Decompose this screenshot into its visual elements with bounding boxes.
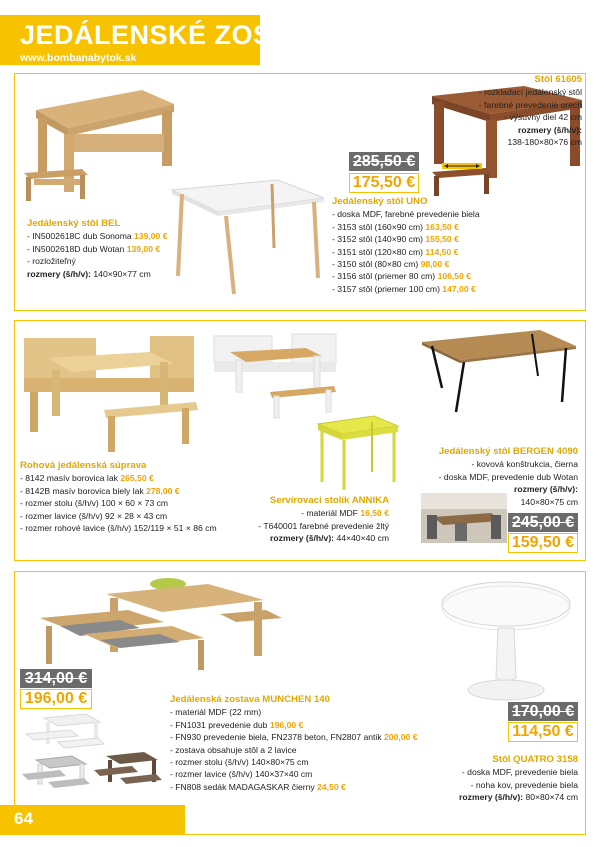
munchen-line: - FN808 sedák MADAGASKAR čierny 24,50 € — [170, 781, 346, 792]
munchen-line: - FN930 prevedenie biela, FN2378 beton, FN2807 antik 200,00 € — [170, 732, 418, 743]
stol61605-old-price: 285,50 € — [349, 152, 419, 171]
munchen-old-price: 314,00 € — [20, 669, 92, 688]
annika-line: - T640001 farebné prevedenie žltý — [258, 520, 389, 531]
rohova-info — [20, 460, 217, 534]
quatro-line: - noha kov, prevedenie biela — [470, 779, 578, 790]
stol61605-new-price: 175,50 € — [349, 173, 419, 193]
page-title: JEDÁLENSKÉ ZOSTAVY — [20, 20, 342, 50]
munchen-new-price: 196,00 € — [20, 689, 92, 709]
uno-item: - 3153 stôl (160×90 cm) 163,50 € — [332, 221, 459, 232]
annika-material: - materiál MDF 16,50 € — [301, 508, 389, 519]
bel-note: - rozložiteľný — [27, 256, 76, 267]
munchen-line: - materiál MDF (22 mm) — [170, 707, 262, 718]
bel-table-extended-image — [22, 165, 90, 205]
munchen-info — [170, 694, 417, 793]
munchen-antik-image — [92, 750, 162, 790]
rohova-title: Rohová jedálenská súprava — [20, 460, 147, 471]
uno-table-image — [168, 178, 328, 298]
stol61605-feature: - farebné prevedenie orech — [478, 99, 582, 110]
rohova-line: - rozmer lavice (š/h/v) 92 × 28 × 43 cm — [20, 510, 168, 521]
stol61605-dims-label: rozmery (š/h/v): — [518, 124, 582, 135]
quatro-line: - doska MDF, prevedenie biela — [461, 767, 578, 778]
bergen-info — [439, 446, 578, 508]
stol61605-title: Stôl 61605 — [534, 74, 582, 85]
uno-item: - 3157 stôl (priemer 100 cm) 147,00 € — [332, 283, 476, 294]
bergen-new-price: 159,50 € — [508, 533, 578, 553]
bel-item: - IN5002618C dub Sonoma 139,00 € — [27, 231, 168, 242]
annika-title: Servírovací stolík ANNIKA — [269, 495, 389, 506]
bergen-table-image — [420, 326, 580, 416]
quatro-title: Stôl QUATRO 3158 — [492, 754, 578, 765]
quatro-info — [459, 754, 578, 804]
quatro-new-price: 114,50 € — [508, 722, 578, 742]
bergen-line: - kovová konštrukcia, čierna — [471, 459, 578, 470]
bel-info — [27, 218, 167, 280]
bergen-dims-value: 140×80×75 cm — [520, 496, 578, 507]
rohova-item: - 8142 masív borovica lak 265,50 € — [20, 473, 154, 484]
uno-intro: - doska MDF, farebné prevedenie biela — [332, 209, 480, 220]
annika-info — [258, 495, 389, 545]
munchen-beton-image — [20, 756, 90, 794]
munchen-line: - zostava obsahuje stôl a 2 lavice — [170, 744, 297, 755]
rohova-white-set-image — [210, 330, 340, 422]
rohova-set-image — [20, 330, 200, 460]
bel-item-price: 139,00 € — [126, 243, 161, 254]
munchen-line: - rozmer lavice (š/h/v) 140×37×40 cm — [170, 769, 313, 780]
rohova-line: - rozmer rohové lavice (š/h/v) 152/119 × 51 × 86 cm — [20, 523, 217, 534]
uno-title: Jedálenský stôl UNO — [332, 196, 428, 207]
bergen-dims-label: rozmery (š/h/v): — [514, 484, 578, 495]
quatro-table-image — [436, 578, 576, 708]
rohova-line: - rozmer stolu (š/h/v) 100 × 60 × 73 cm — [20, 498, 169, 509]
stol61605-feature: - výsuvný diel 42 cm — [504, 112, 582, 123]
quatro-dims: rozmery (š/h/v): 80×80×74 cm — [459, 792, 578, 803]
page-number: 64 — [14, 809, 33, 828]
munchen-title: Jedálenská zostava MUNCHEN 140 — [170, 694, 330, 705]
quatro-old-price: 170,00 € — [508, 702, 578, 721]
bergen-title: Jedálenský stôl BERGEN 4090 — [438, 446, 578, 457]
bergen-line: - doska MDF, prevedenie dub Wotan — [438, 471, 578, 482]
munchen-line: - FN1031 prevedenie dub 196,00 € — [170, 719, 304, 730]
stol61605-dims-value: 138-180×80×76 cm — [507, 137, 582, 148]
stol61605-info — [479, 74, 582, 148]
stol61605-extended-image — [430, 162, 494, 198]
munchen-line: - rozmer stolu (š/h/v) 140×80×75 cm — [170, 757, 309, 768]
bel-dims: rozmery (š/h/v): 140×90×77 cm — [27, 268, 151, 279]
bel-item: - IN5002618D dub Wotan 139,00 € — [27, 243, 161, 254]
bel-title: Jedálenský stôl BEL — [27, 218, 121, 229]
annika-table-image — [312, 412, 402, 492]
annika-dims: rozmery (š/h/v): 44×40×40 cm — [270, 533, 389, 544]
stol61605-feature: - rozkladací jedálenský stôl — [478, 87, 582, 98]
uno-item: - 3156 stôl (priemer 80 cm) 106,50 € — [332, 271, 472, 282]
uno-item: - 3151 stôl (120×80 cm) 114,50 € — [332, 246, 459, 257]
uno-info — [332, 196, 480, 295]
website-link[interactable]: www.bombanabytok.sk — [20, 52, 137, 64]
uno-item: - 3152 stôl (140×90 cm) 155,50 € — [332, 234, 459, 245]
munchen-set-image — [20, 574, 280, 674]
bel-item-price: 139,00 € — [134, 231, 168, 242]
rohova-item: - 8142B masív borovica biely lak 278,00 € — [20, 485, 180, 496]
uno-item: - 3150 stôl (80×80 cm) 98,00 € — [332, 259, 450, 270]
bergen-old-price: 245,00 € — [508, 513, 578, 532]
